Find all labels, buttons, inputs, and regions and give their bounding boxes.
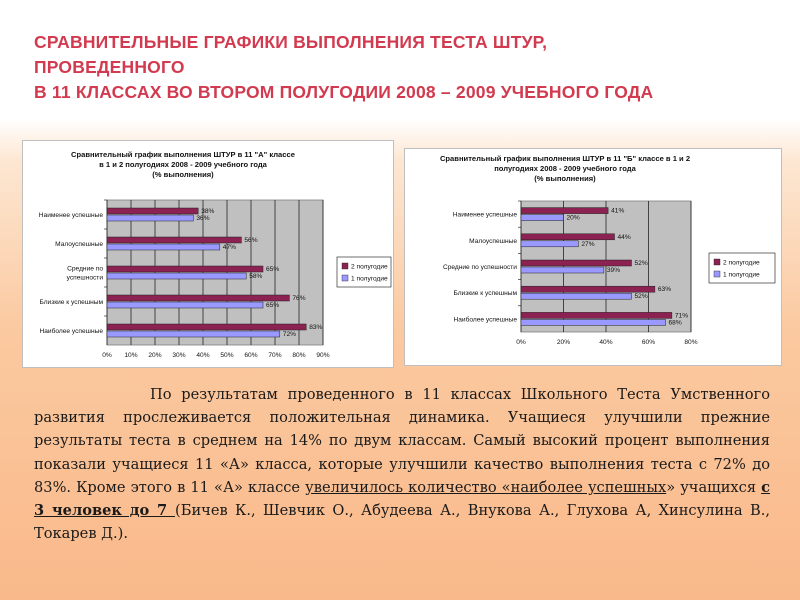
chart-a-bar-1-polugodie — [107, 302, 263, 308]
chart-a-bar-2-polugodie — [107, 266, 263, 272]
slide-title — [34, 30, 774, 105]
chart-11b-frame — [404, 148, 782, 366]
paragraph-bold-underlined: с 3 человек до 7 — [34, 478, 770, 520]
chart-a-xtick-label: 40% — [196, 352, 210, 359]
chart-b-bar-2-polugodie — [521, 234, 615, 240]
chart-a-legend-label: 1 полугодие — [351, 275, 388, 283]
chart-a-xtick-label: 90% — [316, 352, 330, 359]
chart-a-plot-area — [107, 200, 323, 345]
chart-a-category-label: Малоуспешные — [55, 241, 103, 248]
chart-a-data-label: 83% — [309, 324, 323, 331]
chart-a-bar-1-polugodie — [107, 244, 220, 250]
chart-a-xtick-label: 30% — [172, 352, 186, 359]
chart-a-data-label: 56% — [244, 237, 258, 244]
chart-a-bar-1-polugodie — [107, 331, 280, 337]
chart-b-legend-label: 2 полугодие — [723, 259, 760, 267]
chart-b-bar-2-polugodie — [521, 286, 655, 292]
chart-a-bar-2-polugodie — [107, 295, 289, 301]
chart-b-category-label: Близкие к успешным — [453, 290, 517, 298]
chart-b-xtick-label: 60% — [641, 339, 656, 346]
chart-11a-frame — [22, 140, 394, 368]
chart-b-legend-swatch-2 — [714, 259, 720, 265]
chart-a-data-label: 72% — [282, 331, 297, 338]
chart-a-title-line: в 1 и 2 полугодиях 2008 - 2009 учебного года — [99, 160, 267, 169]
chart-a-category-label: Близкие к успешным — [39, 299, 103, 306]
chart-b-bar-2-polugodie — [521, 312, 672, 318]
chart-b-category-label: Наименее успешные — [452, 211, 517, 219]
paragraph-underlined: увеличилось количество «наиболее успешных — [305, 478, 667, 496]
chart-a-bar-2-polugodie — [107, 237, 241, 243]
chart-b-title-line: полугодиях 2008 - 2009 учебного года — [494, 164, 636, 173]
chart-b-data-label: 39% — [606, 267, 621, 274]
chart-b-bar-1-polugodie — [521, 319, 666, 325]
chart-11b — [405, 149, 781, 365]
chart-b-category-label: Малоуспешные — [469, 237, 517, 245]
chart-b-legend-swatch-1 — [714, 271, 720, 277]
chart-a-data-label: 47% — [222, 244, 237, 251]
chart-b-xtick-label: 40% — [599, 339, 613, 346]
chart-a-data-label: 76% — [292, 295, 306, 302]
chart-b-data-label: 41% — [611, 207, 625, 215]
chart-b-bar-1-polugodie — [521, 267, 604, 273]
chart-a-data-label: 38% — [201, 208, 215, 215]
chart-b-bar-1-polugodie — [521, 215, 564, 221]
chart-b-category-label: Средние по успешности — [442, 264, 517, 271]
paragraph-part-1: По результатам проведенного в 11 классах Школьного Теста Умственного развития прослеживается положительная динамика. Учащиеся улучшили прежние результаты теста в среднем на 14% по двум классам. Самый высокий процент выполнения показали учащиеся 11 «А» класса, которые улучшили качество выполнения теста с 72% до 83%. Кроме этого в 11 «А» классе — [34, 386, 770, 496]
chart-a-xtick-label: 80% — [292, 352, 306, 359]
chart-a-data-label: 65% — [266, 266, 280, 273]
chart-b-data-label: 71% — [674, 312, 689, 320]
chart-b-xtick-label: 80% — [684, 339, 698, 346]
chart-b-legend-label: 1 полугодие — [723, 271, 760, 279]
chart-b-data-label: 68% — [668, 319, 682, 327]
paragraph-part-3: (Бичев К., Шевчик О., Абудеева А., Внукова А., Глухова А, Хинсулина В., Токарев Д.). — [34, 502, 771, 543]
chart-a-category-label: Средние по — [67, 265, 103, 273]
chart-b-data-label: 52% — [634, 260, 648, 267]
chart-a-bar-1-polugodie — [107, 273, 246, 279]
chart-b-data-label: 44% — [617, 233, 631, 241]
chart-b-legend-box — [709, 253, 775, 283]
chart-a-category-label: Наиболее успешные — [39, 328, 103, 335]
paragraph-part-2: » учащихся — [666, 478, 762, 496]
chart-b-xtick-label: 0% — [516, 339, 526, 346]
chart-a-legend-swatch-1 — [342, 275, 348, 281]
chart-a-bar-1-polugodie — [107, 215, 193, 221]
chart-a-title-line: Сравнительный график выполнения ШТУР в 11 "А" классе — [71, 150, 295, 159]
chart-a-category-label: Наименее успешные — [38, 212, 103, 219]
summary-paragraph — [34, 383, 770, 545]
chart-a-xtick-label: 10% — [124, 352, 138, 359]
chart-a-category-label: успешности — [66, 274, 103, 282]
chart-a-xtick-label: 20% — [148, 352, 162, 359]
chart-b-bar-1-polugodie — [521, 293, 632, 299]
chart-b-data-label: 27% — [581, 240, 595, 248]
chart-a-legend-swatch-2 — [342, 263, 348, 269]
chart-b-bar-2-polugodie — [521, 208, 608, 214]
chart-a-data-label: 65% — [266, 302, 280, 309]
chart-a-title-line: (% выполнения) — [152, 170, 214, 179]
chart-a-xtick-label: 0% — [102, 352, 112, 359]
chart-a-legend-box — [337, 257, 391, 287]
chart-b-bar-1-polugodie — [521, 241, 578, 247]
chart-a-bar-2-polugodie — [107, 324, 306, 330]
chart-11a — [23, 141, 393, 367]
chart-a-xtick-label: 50% — [220, 352, 234, 359]
title-line-3: В 11 КЛАССАХ ВО ВТОРОМ ПОЛУГОДИИ 2008 – 2009 УЧЕБНОГО ГОДА — [34, 82, 654, 102]
title-line-1: СРАВНИТЕЛЬНЫЕ ГРАФИКИ ВЫПОЛНЕНИЯ ТЕСТА ШТУР, — [34, 32, 548, 52]
chart-b-data-label: 52% — [634, 293, 648, 301]
chart-a-legend-label: 2 полугодие — [351, 263, 388, 271]
chart-a-bar-2-polugodie — [107, 208, 198, 214]
chart-a-xtick-label: 70% — [268, 352, 282, 359]
chart-b-category-label: Наиболее успешные — [453, 316, 517, 324]
title-line-2: ПРОВЕДЕННОГО — [34, 57, 185, 77]
chart-b-xtick-label: 20% — [556, 339, 571, 346]
chart-a-data-label: 36% — [196, 215, 210, 222]
chart-b-bar-2-polugodie — [521, 260, 632, 266]
chart-b-title-line: (% выполнения) — [534, 174, 596, 183]
chart-b-data-label: 63% — [657, 286, 672, 294]
chart-b-data-label: 20% — [566, 214, 580, 222]
chart-a-data-label: 58% — [249, 273, 263, 280]
chart-b-title-line: Сравнительный график выполнения ШТУР в 11 "Б" классе в 1 и 2 — [439, 154, 691, 163]
chart-a-xtick-label: 60% — [244, 352, 258, 359]
